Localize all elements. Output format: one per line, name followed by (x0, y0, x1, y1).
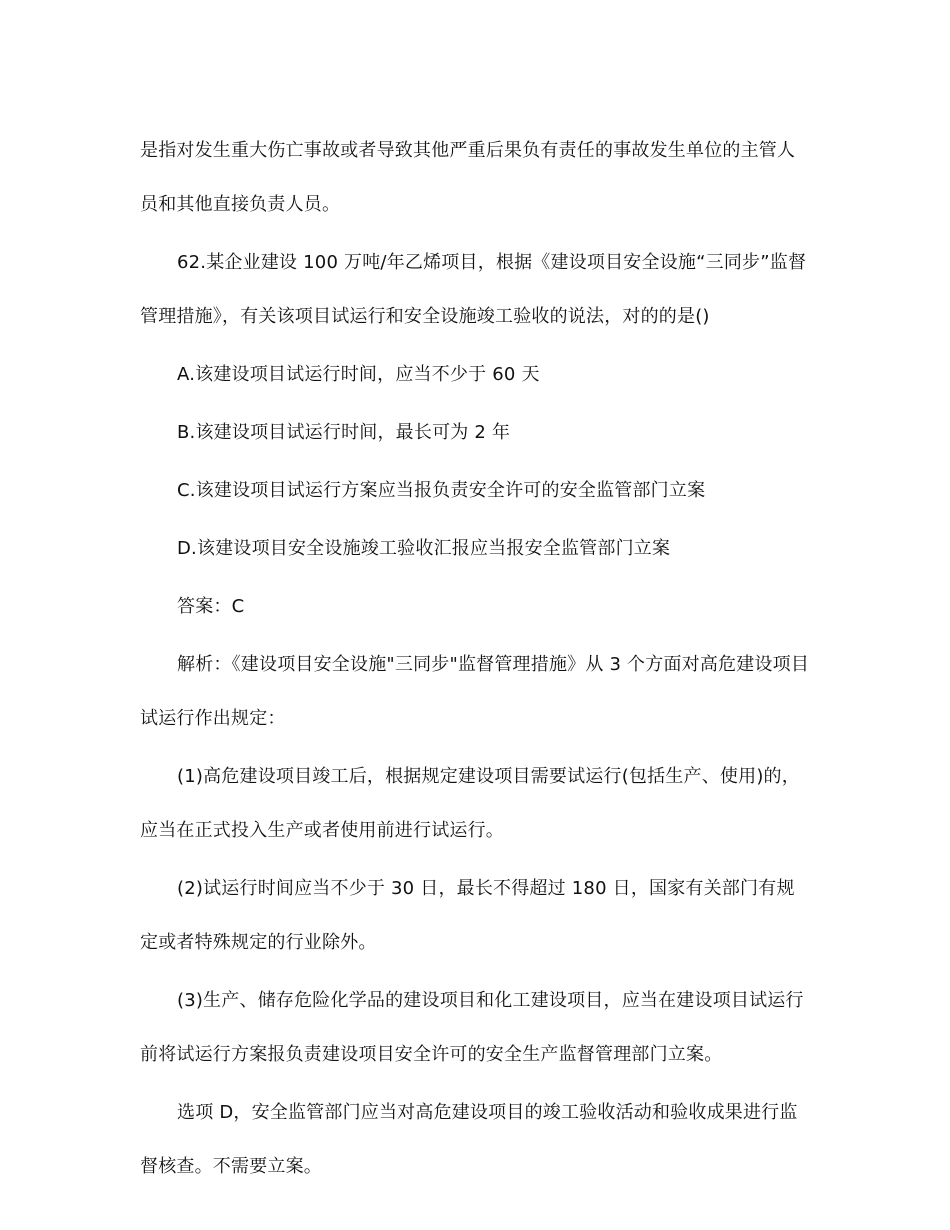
option-c: C.该建设项目试运行方案应当报负责安全许可的安全监管部门立案 (177, 480, 706, 501)
option-d: D.该建设项目安全设施竣工验收汇报应当报安全监管部门立案 (177, 538, 671, 559)
answer-line: 答案：C (177, 596, 245, 617)
document-page (140, 124, 812, 1198)
analysis-point-1: (1)高危建设项目竣工后，根据规定建设项目需要试运行(包括生产、使用)的，应当在正式投入生产或者使用前进行试运行。 (140, 766, 800, 841)
analysis-intro: 解析：《建设项目安全设施"三同步"监督管理措施》从 3 个方面对高危建设项目试运行作出规定： (140, 654, 810, 729)
question-62: 62.某企业建设 100 万吨/年乙烯项目，根据《建设项目安全设施“三同步”监督管理措施》，有关该项目试运行和安全设施竣工验收的说法，对的的是() (140, 252, 807, 327)
option-b: B.该建设项目试运行时间，最长可为 2 年 (177, 422, 511, 443)
analysis-point-2: (2)试运行时间应当不少于 30 日，最长不得超过 180 日，国家有关部门有规定或者特殊规定的行业除外。 (140, 878, 795, 953)
analysis-point-3: (3)生产、储存危险化学品的建设项目和化工建设项目，应当在建设项目试运行前将试运行方案报负责建设项目安全许可的安全生产监督管理部门立案。 (140, 990, 804, 1065)
paragraph-continued: 是指对发生重大伤亡事故或者导致其他严重后果负有责任的事故发生单位的主管人员和其他直接负责人员。 (140, 140, 796, 215)
option-a: A.该建设项目试运行时间，应当不少于 60 天 (177, 364, 540, 385)
option-d-explanation: 选项 D，安全监管部门应当对高危建设项目的竣工验收活动和验收成果进行监督核查。不需要立案。 (140, 1102, 798, 1177)
